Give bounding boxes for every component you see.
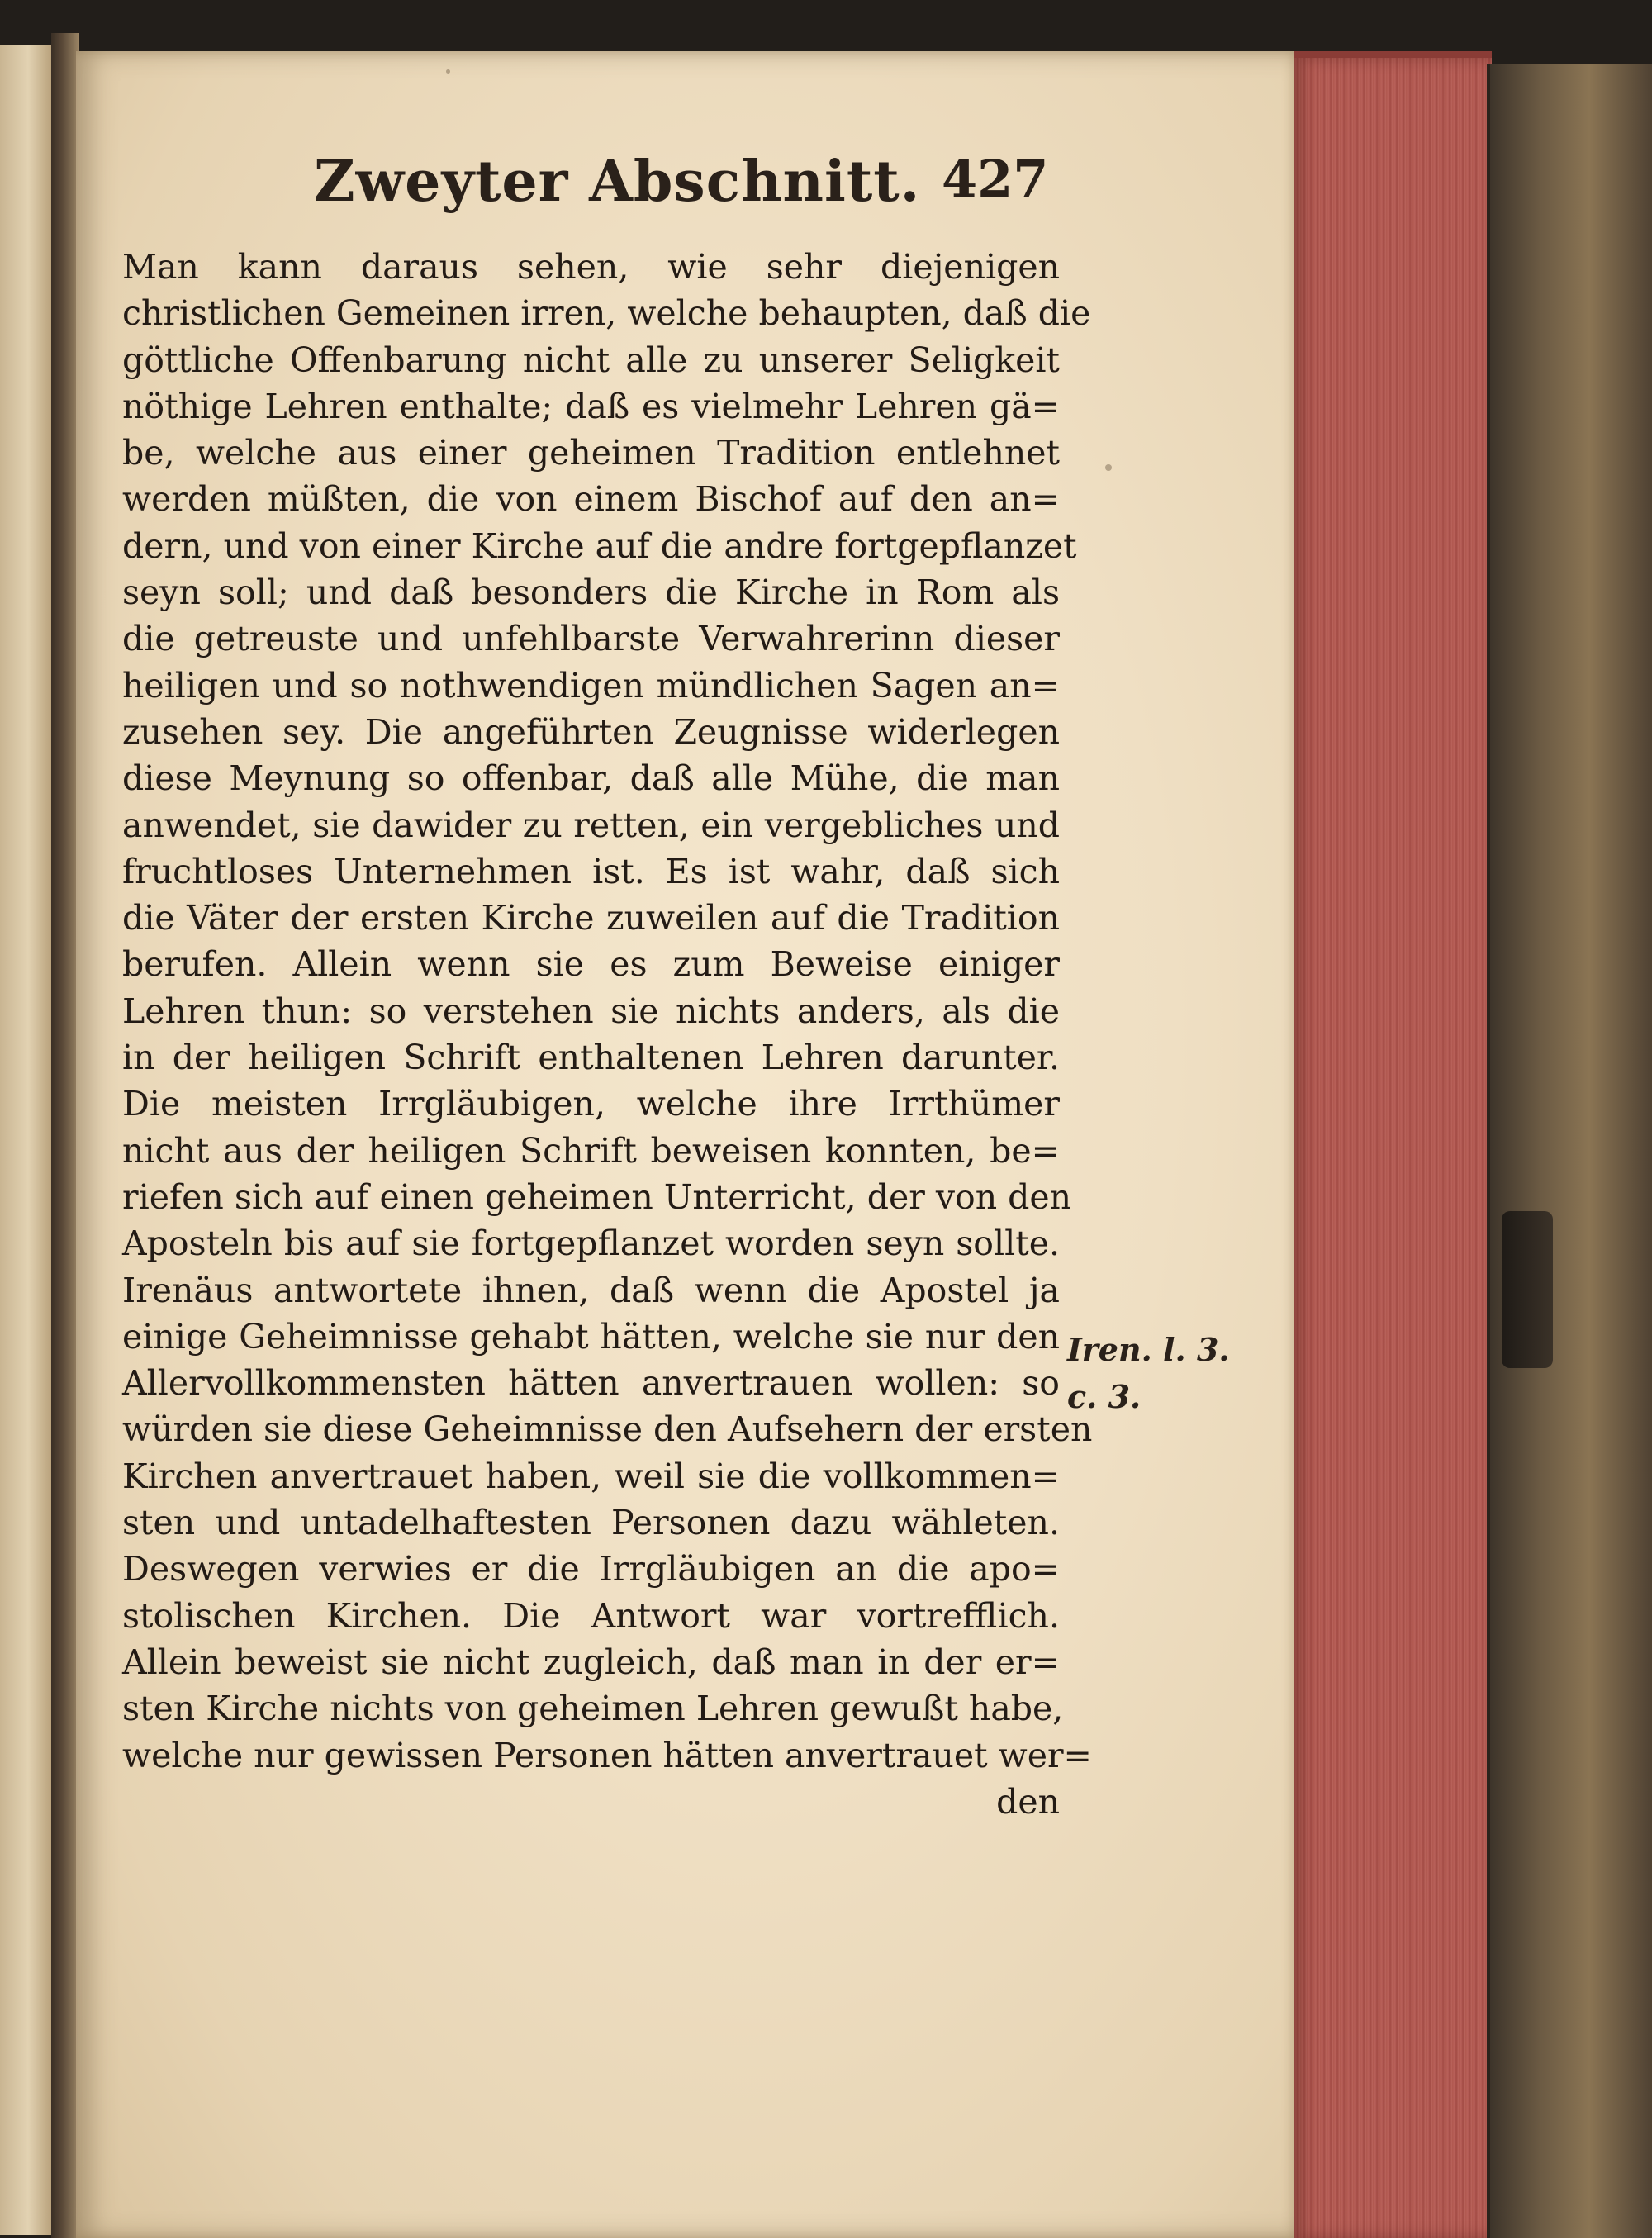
text-line: Man kann daraus sehen, wie sehr diejenigen [122,247,1060,287]
text-line: in der heiligen Schrift enthaltenen Lehren darunter. [122,1038,1060,1078]
cover-clasp [1502,1211,1553,1368]
text-line: seyn soll; und daß besonders die Kirche in Rom als [122,573,1060,613]
text-line: diese Meynung so offenbar, daß alle Mühe, die man [122,758,1060,799]
text-line: welche nur gewissen Personen hätten anvertrauet wer= [122,1735,1092,1775]
text-line: die getreuste und unfehlbarste Verwahrerinn dieser [122,619,1060,659]
text-line: anwendet, sie dawider zu retten, ein vergebliches und [122,805,1060,845]
text-line: Allervollkommensten hätten anvertrauen wollen: so [122,1363,1060,1404]
paper-speck [1105,464,1112,471]
text-line: werden müßten, die von einem Bischof auf den an= [122,479,1060,520]
text-line: nöthige Lehren enthalte; daß es vielmehr Lehren gä= [122,386,1060,426]
margin-note-reference: Iren. l. 3. [1067,1331,1230,1368]
text-line: stolischen Kirchen. Die Antwort war vortrefflich. [122,1595,1060,1636]
red-page-edges [1294,58,1492,2238]
previous-page-edge [0,45,54,2235]
running-title: Zweyter Abschnitt. [314,149,921,215]
text-line: einige Geheimnisse gehabt hätten, welche sie nur den [122,1316,1060,1357]
text-line: Allein beweist sie nicht zugleich, daß man in der er= [122,1642,1060,1682]
text-line: Aposteln bis auf sie fortgepflanzet worden seyn sollte. [122,1224,1060,1264]
text-line: riefen sich auf einen geheimen Unterricht, der von den [122,1176,1072,1217]
text-line: Kirchen anvertrauet haben, weil sie die vollkommen= [122,1456,1060,1496]
text-line: Lehren thun: so verstehen sie nichts anders, als die [122,991,1060,1031]
text-line: zusehen sey. Die angeführten Zeugnisse widerlegen [122,711,1060,752]
text-line: heiligen und so nothwendigen mündlichen Sagen an= [122,665,1060,706]
text-line: Deswegen verwies er die Irrgläubigen an die apo= [122,1549,1060,1589]
text-line: christlichen Gemeinen irren, welche behaupten, daß die [122,293,1091,334]
text-line: Die meisten Irrgläubigen, welche ihre Irrthümer [122,1084,1060,1124]
catchword: den [996,1781,1060,1822]
paper-speck [446,69,450,74]
body-text [122,244,1093,1825]
text-line: Irenäus antwortete ihnen, daß wenn die Apostel ja [122,1270,1060,1310]
text-line: die Väter der ersten Kirche zuweilen auf die Tradition [122,898,1060,938]
text-line: nicht aus der heiligen Schrift beweisen konnten, be= [122,1130,1060,1171]
text-line: fruchtloses Unternehmen ist. Es ist wahr, daß sich [122,851,1060,891]
text-line: be, welche aus einer geheimen Tradition entlehnet [122,433,1060,473]
margin-note-chapter: c. 3. [1067,1378,1142,1415]
book-gutter [51,33,79,2238]
text-line: dern, und von einer Kirche auf die andre fortgepflanzet [122,525,1077,566]
text-line: sten und untadelhaftesten Personen dazu wähleten. [122,1503,1060,1543]
text-line: göttliche Offenbarung nicht alle zu unserer Seligkeit [122,340,1060,380]
book-cover [1487,64,1652,2238]
text-line: würden sie diese Geheimnisse den Aufsehern der ersten [122,1409,1093,1450]
page-number: 427 [942,149,1049,209]
text-line: berufen. Allein wenn sie es zum Beweise einiger [122,944,1060,985]
text-line: sten Kirche nichts von geheimen Lehren gewußt habe, [122,1689,1064,1729]
